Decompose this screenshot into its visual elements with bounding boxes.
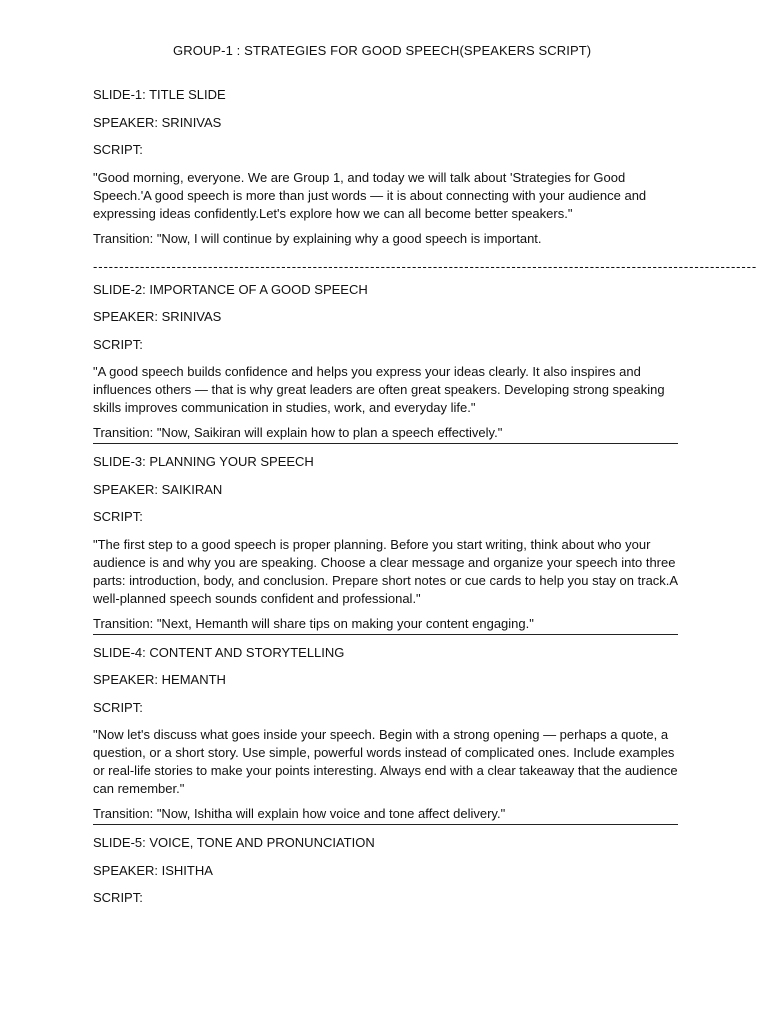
slide-2-transition: Transition: "Now, Saikiran will explain how to plan a speech effectively." xyxy=(93,424,678,444)
slide-4-section xyxy=(93,644,678,826)
slide-1-script: "Good morning, everyone. We are Group 1, and today we will talk about 'Strategies for Good Speech.'A good speech is more than just words — it is about connecting with your audience and expressing ideas confidently.Let's explore how we can all become better speakers." xyxy=(93,169,647,221)
slide-3-heading: SLIDE-3: PLANNING YOUR SPEECH xyxy=(93,454,314,469)
slide-3-transition: Transition: "Next, Hemanth will share tips on making your content engaging." xyxy=(93,615,678,635)
slide-1-section xyxy=(93,86,678,248)
slide-1-speaker: SPEAKER: SRINIVAS xyxy=(93,114,222,130)
document-title: GROUP-1 : STRATEGIES FOR GOOD SPEECH(SPEAKERS SCRIPT) xyxy=(173,43,592,58)
slide-1-transition: Transition: "Now, I will continue by explaining why a good speech is important. xyxy=(93,230,542,246)
slide-4-script-label: SCRIPT: xyxy=(93,699,143,715)
slide-3-script: "The first step to a good speech is proper planning. Before you start writing, think about who your audience is and why you are speaking. Choose a clear message and organize your speech into three parts: introduction, body, and conclusion. Prepare short notes or cue cards to help you stay on track.A well-planned speech sounds confident and professional." xyxy=(93,536,678,606)
slide-5-section xyxy=(93,834,678,907)
slide-5-heading: SLIDE-5: VOICE, TONE AND PRONUNCIATION xyxy=(93,835,375,850)
slide-2-heading: SLIDE-2: IMPORTANCE OF A GOOD SPEECH xyxy=(93,281,368,297)
slide-1-script-label: SCRIPT: xyxy=(93,142,143,157)
slide-4-speaker: SPEAKER: HEMANTH xyxy=(93,672,226,687)
dashed-separator: ------------------------------------------------------------------------------------------------------------------------------- xyxy=(93,258,758,274)
slide-3-section xyxy=(93,453,678,635)
slide-1-heading: SLIDE-1: TITLE SLIDE xyxy=(93,87,226,102)
slide-2-speaker: SPEAKER: SRINIVAS xyxy=(93,309,222,324)
slide-2-script-label: SCRIPT: xyxy=(93,336,143,352)
slide-4-script: "Now let's discuss what goes inside your speech. Begin with a strong opening — perhaps a quote, a question, or a short story. Use simple, powerful words instead of complicated ones. Include examples or real-life stories to make your points interesting. Always end with a clear takeaway that the audience can remember." xyxy=(93,727,678,796)
slide-5-speaker: SPEAKER: ISHITHA xyxy=(93,862,213,878)
slide-4-heading: SLIDE-4: CONTENT AND STORYTELLING xyxy=(93,644,345,660)
slide-3-speaker: SPEAKER: SAIKIRAN xyxy=(93,481,223,497)
slide-2-script: "A good speech builds confidence and helps you express your ideas clearly. It also inspires and influences others — that is why great leaders are often great speakers. Developing strong speaking skills improves communication in studies, work, and everyday life." xyxy=(93,364,665,415)
slide-4-transition: Transition: "Now, Ishitha will explain how voice and tone affect delivery." xyxy=(93,805,678,825)
slide-2-section xyxy=(93,281,678,445)
document-body xyxy=(93,86,758,917)
slide-5-script-label: SCRIPT: xyxy=(93,890,143,905)
slide-3-script-label: SCRIPT: xyxy=(93,509,143,524)
